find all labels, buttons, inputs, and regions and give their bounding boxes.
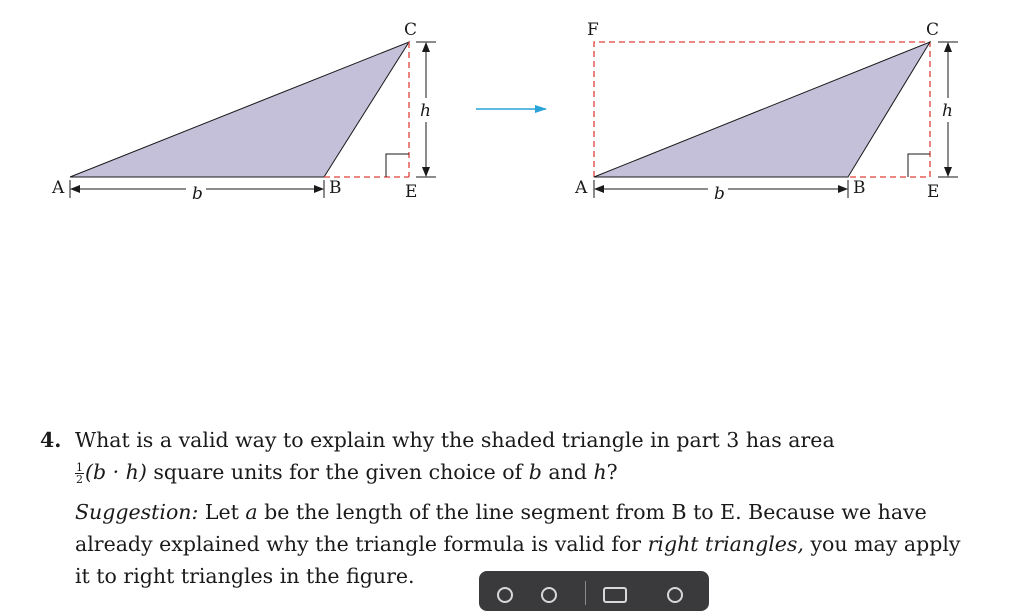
- left-figure: [51, 20, 436, 204]
- suggestion-text-3: it to right triangles in the figure.: [75, 564, 415, 588]
- right-shaded-triangle: [594, 42, 930, 177]
- suggestion-text-2a: already explained why the triangle formula is valid for: [75, 532, 648, 556]
- question-number: 4.: [40, 428, 62, 452]
- right-right-angle-mark: [908, 154, 930, 177]
- left-label-b: b: [192, 184, 203, 204]
- left-label-C: C: [404, 20, 418, 40]
- viewer-toolbar: [479, 571, 709, 611]
- toolbar-separator: [585, 581, 586, 605]
- and-text: and: [541, 460, 594, 484]
- question-line-1-text: What is a valid way to explain why the shaded triangle in part 3 has area: [75, 428, 835, 452]
- question-mark: ?: [606, 460, 618, 484]
- left-label-A: A: [52, 178, 65, 198]
- suggestion-line-2: [75, 528, 1000, 560]
- left-label-B: B: [329, 178, 342, 198]
- triangle-area-figure: [0, 0, 1024, 230]
- left-label-E: E: [405, 182, 418, 202]
- left-label-h: h: [420, 101, 431, 121]
- right-triangles-emphasis: right triangles,: [647, 532, 804, 556]
- right-figure: [574, 20, 958, 204]
- zoom-in-icon[interactable]: [541, 587, 557, 603]
- area-formula: (b · h): [85, 460, 147, 484]
- suggestion-label: Suggestion:: [75, 500, 199, 524]
- suggestion-text-2b: you may apply: [803, 532, 961, 556]
- one-half-fraction: [75, 462, 84, 485]
- variable-b: b: [528, 460, 542, 484]
- suggestion-line-1: [75, 496, 1000, 528]
- add-icon[interactable]: [667, 587, 683, 603]
- left-right-angle-mark: [386, 154, 409, 177]
- question-line-1: [75, 424, 1000, 456]
- suggestion-text-1b: be the length of the line segment from B to E. Because we have: [257, 500, 927, 524]
- question-line-2-text: square units for the given choice of: [146, 460, 529, 484]
- fraction-denominator: 2: [76, 473, 83, 486]
- question-block: [40, 424, 1000, 592]
- zoom-out-icon[interactable]: [497, 587, 513, 603]
- right-label-F: F: [587, 20, 599, 40]
- right-label-B: B: [853, 178, 866, 198]
- variable-a: a: [245, 500, 258, 524]
- question-line-2: [75, 456, 1000, 488]
- right-label-b: b: [714, 184, 725, 204]
- left-shaded-triangle: [70, 42, 409, 177]
- screen-icon[interactable]: [603, 587, 627, 603]
- fraction-numerator: 1: [76, 461, 83, 474]
- variable-h: h: [593, 460, 607, 484]
- right-label-h: h: [942, 101, 953, 121]
- right-label-C: C: [926, 20, 940, 40]
- question-prompt: [40, 424, 1000, 488]
- right-label-E: E: [927, 182, 940, 202]
- suggestion-text-1a: Let: [198, 500, 246, 524]
- right-label-A: A: [575, 178, 588, 198]
